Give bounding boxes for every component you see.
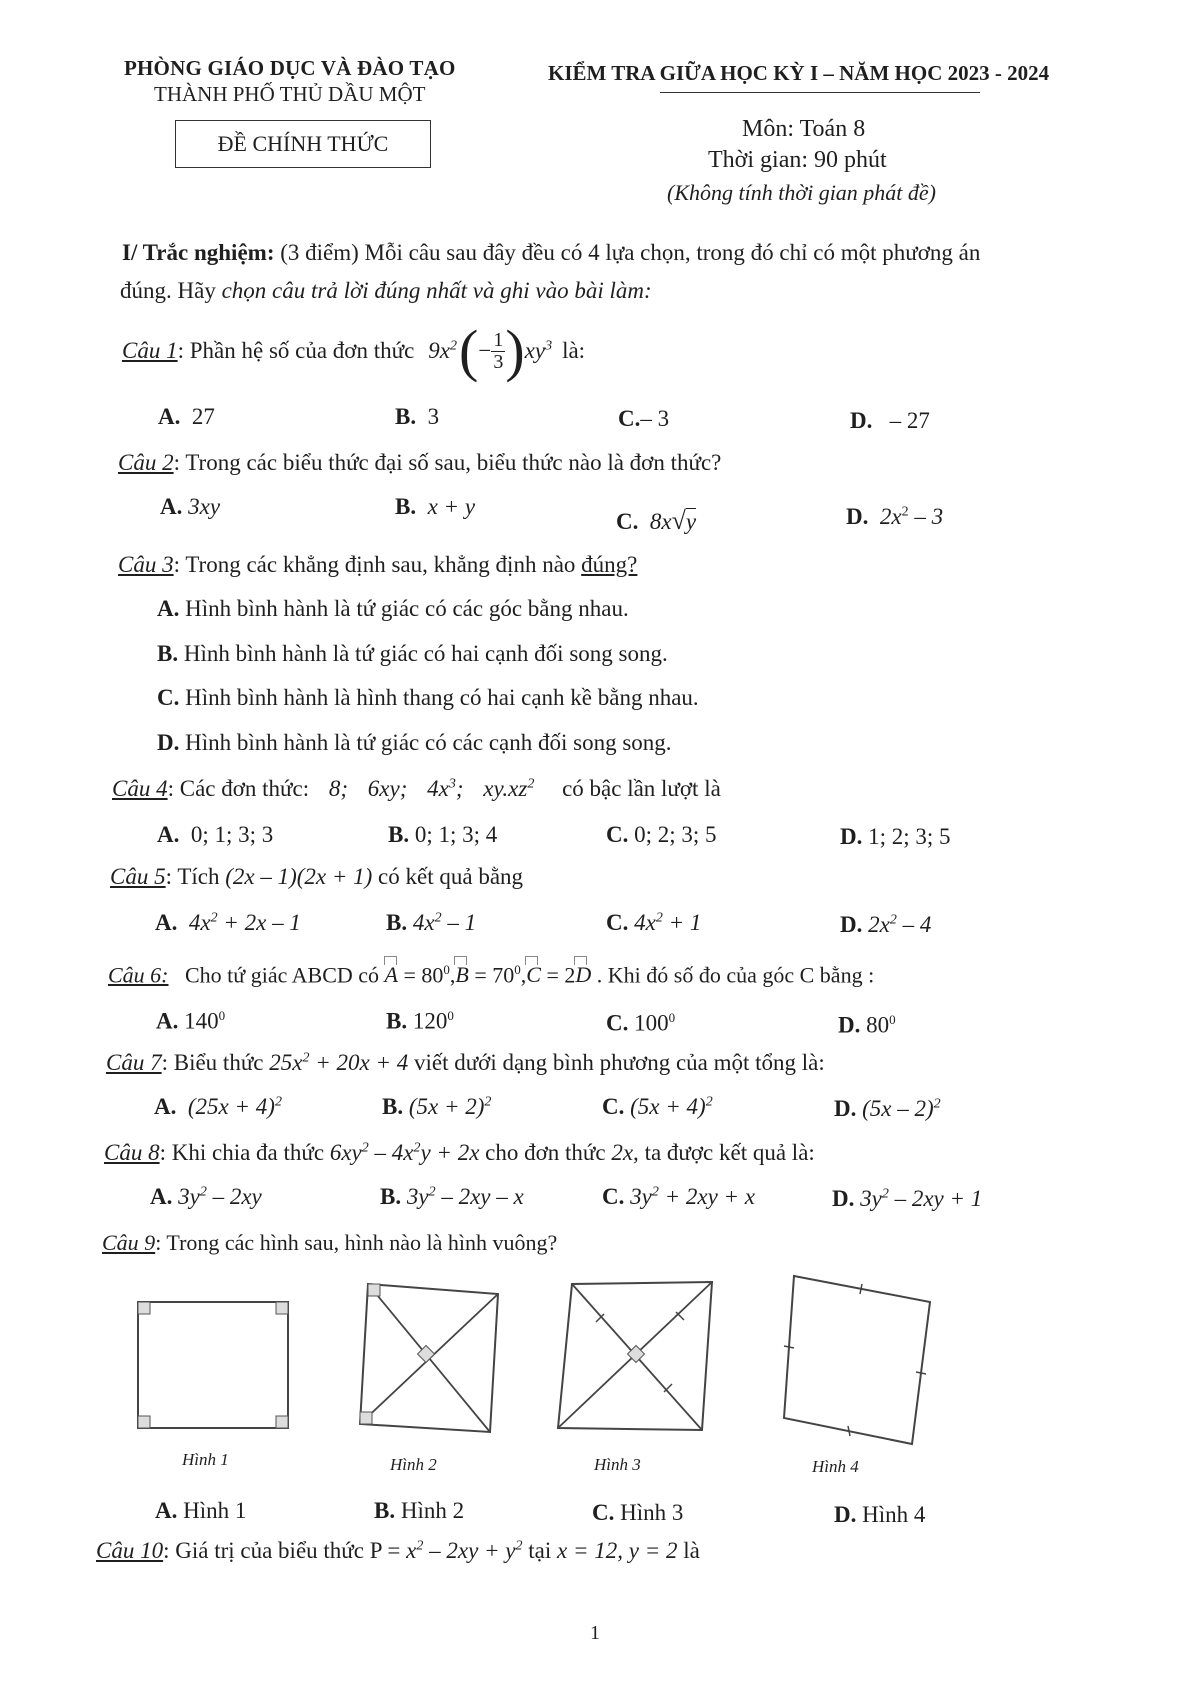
official-label-box — [175, 120, 431, 168]
official-label: ĐỀ CHÍNH THỨC — [217, 131, 389, 156]
q7-expr-a: 25x — [269, 1050, 303, 1075]
q6-opt-a-key: A. — [156, 1008, 179, 1034]
q7-opt-c-val: (5x + 4) — [630, 1094, 706, 1119]
q8-opt-b-key: B. — [380, 1184, 402, 1209]
q6-comma-2: , — [520, 962, 527, 988]
q6-opt-d-key: D. — [838, 1012, 861, 1038]
q3-opt-d-val: Hình bình hành là tứ giác có các cạnh đối song song. — [185, 730, 672, 755]
question-2 — [118, 450, 721, 476]
question-9-text: : Trong các hình sau, hình nào là hình vuông? — [155, 1230, 558, 1255]
q6-comma-1: , — [449, 962, 456, 988]
q7-opt-c-exp: 2 — [705, 1094, 713, 1110]
q5-suffix: có kết quả bằng — [378, 864, 524, 889]
q5-option-d — [840, 912, 931, 938]
q8-opt-d-key: D. — [832, 1186, 855, 1211]
question-3-text: : Trong các khẳng định sau, khẳng định nào — [173, 552, 576, 577]
q7-opt-b-val: (5x + 2) — [408, 1094, 485, 1119]
q5-opt-c-key: C. — [606, 910, 629, 935]
q1-opt-a-val: 27 — [191, 404, 215, 429]
q2-opt-a-val: 3xy — [188, 494, 221, 519]
q1-paren-right: ) — [505, 318, 525, 383]
q8-e1: 2 — [361, 1140, 369, 1156]
figure-3-caption: Hình 3 — [594, 1455, 641, 1474]
department-line-1: PHÒNG GIÁO DỤC VÀ ĐÀO TẠO — [124, 56, 456, 80]
q8-opt-a-key: A. — [150, 1184, 173, 1209]
q6-opt-b-key: B. — [386, 1008, 408, 1034]
q8-option-a — [150, 1184, 262, 1210]
q2-opt-c-val: 8x — [649, 509, 672, 534]
q3-opt-b-key: B. — [157, 641, 179, 666]
q6-opt-d-val: 80 — [866, 1012, 890, 1038]
q8-opt-c-b: + 2xy + x — [658, 1184, 756, 1209]
q4-term-3: 4x — [427, 776, 449, 801]
q10-t1: x — [406, 1538, 417, 1563]
question-9-label: Câu 9 — [102, 1230, 156, 1255]
q8-opt-b-a: 3y — [406, 1184, 429, 1209]
q9-option-c — [592, 1500, 683, 1526]
q1-opt-d-val: – 27 — [889, 408, 930, 433]
question-5-label: Câu 5 — [110, 864, 166, 889]
q6-option-d — [838, 1012, 896, 1039]
q6-a-deg: 0 — [443, 962, 450, 977]
q7-opt-a-val: (25x + 4) — [187, 1094, 275, 1119]
question-8-label: Câu 8 — [104, 1140, 160, 1165]
q2-option-c — [616, 506, 696, 536]
question-9 — [102, 1230, 557, 1256]
question-10-label: Câu 10 — [96, 1538, 164, 1563]
q6-opt-a-deg: 0 — [218, 1008, 226, 1023]
question-5 — [110, 864, 523, 890]
q9-opt-d-key: D. — [834, 1502, 857, 1527]
q3-opt-d-key: D. — [157, 730, 180, 755]
q5-opt-a-key: A. — [155, 910, 178, 935]
figure-2-caption: Hình 2 — [390, 1455, 437, 1474]
department-line-2: THÀNH PHỐ THỦ DẦU MỘT — [154, 82, 426, 106]
q8-p1: 6xy — [329, 1140, 362, 1165]
q5-option-b — [386, 910, 476, 936]
q7-opt-b-exp: 2 — [484, 1094, 492, 1110]
q4-term-3-exp: 3 — [448, 776, 456, 792]
q2-option-b — [395, 494, 475, 520]
q8-opt-c-key: C. — [602, 1184, 625, 1209]
page-number: 1 — [590, 1622, 600, 1644]
q2-opt-a-key: A. — [160, 494, 183, 519]
q5-expr: (2x – 1)(2x + 1) — [225, 864, 373, 889]
q7-opt-d-key: D. — [834, 1096, 857, 1121]
q10-at: tại — [528, 1538, 552, 1563]
q6-opt-c-key: C. — [606, 1010, 629, 1036]
section-intro-line-1 — [122, 240, 980, 266]
q7-opt-d-val: (5x – 2) — [862, 1096, 934, 1121]
q5-opt-a-exp: 2 — [210, 910, 218, 926]
question-1-label: Câu 1 — [122, 338, 178, 363]
q4-option-a — [157, 822, 273, 848]
q8-opt-a-b: – 2xy — [206, 1184, 262, 1209]
duration: Thời gian: 90 phút — [708, 147, 887, 173]
q4-term-4: xy.xz — [483, 776, 528, 801]
q1-minus: − — [478, 338, 492, 363]
q6-option-b — [386, 1008, 454, 1035]
q10-e3: 2 — [515, 1538, 523, 1554]
q9-opt-a-val: Hình 1 — [183, 1498, 247, 1523]
section-intro-a: (3 điểm) Mỗi câu sau đây đều có 4 lựa chọn, trong đó chỉ có một phương án — [280, 240, 981, 265]
q7-option-d — [834, 1096, 941, 1122]
q2-opt-d-exp: 2 — [901, 504, 909, 520]
q1-option-d — [850, 408, 930, 434]
q1-exp3: 3 — [545, 338, 553, 354]
q6-angle-a: A — [384, 962, 398, 988]
q1-frac-den: 3 — [493, 350, 504, 373]
q8-opt-c-a: 3y — [630, 1184, 652, 1209]
question-7-text: : Biểu thức — [161, 1050, 264, 1075]
q2-opt-d-val: 2x — [879, 504, 902, 529]
exam-title: KIỂM TRA GIỮA HỌC KỲ I – NĂM HỌC 2023 - 2024 — [548, 61, 1050, 85]
figure-1-rectangle — [120, 1272, 310, 1442]
q6-opt-c-val: 100 — [634, 1010, 669, 1036]
q5-opt-d-b: – 4 — [896, 912, 932, 937]
q2-opt-d-key: D. — [846, 504, 869, 529]
q4-option-c — [606, 822, 717, 848]
q2-option-d — [846, 504, 943, 530]
q3-opt-a-val: Hình bình hành là tứ giác có các góc bằng nhau. — [185, 596, 629, 621]
question-10-text: : Giá trị của biểu thức — [163, 1538, 364, 1563]
q2-opt-c-root: y — [685, 509, 697, 534]
q6-opt-d-deg: 0 — [889, 1012, 896, 1027]
q4-opt-a-key: A. — [157, 822, 180, 847]
question-4 — [112, 776, 721, 802]
q7-opt-d-exp: 2 — [933, 1096, 941, 1112]
question-1 — [122, 318, 586, 383]
q5-opt-d-exp: 2 — [889, 912, 897, 928]
q10-p: P = — [369, 1538, 401, 1563]
question-6 — [108, 962, 874, 988]
section-intro-b: đúng. Hãy — [120, 278, 216, 303]
q4-suffix: có bậc lần lượt là — [562, 776, 721, 801]
q5-option-a — [155, 910, 301, 936]
q5-opt-b-key: B. — [386, 910, 408, 935]
q1-coef: 9x — [428, 338, 451, 363]
q4-opt-b-val: 0; 1; 3; 4 — [414, 822, 498, 847]
q7-opt-b-key: B. — [382, 1094, 404, 1119]
q7-option-a — [154, 1094, 282, 1120]
q1-opt-c-key: C. — [618, 406, 641, 431]
question-2-label: Câu 2 — [118, 450, 174, 475]
figure-4-caption: Hình 4 — [812, 1457, 859, 1476]
q9-option-d — [834, 1502, 925, 1528]
q9-option-b — [374, 1498, 464, 1524]
q10-t3: y — [505, 1538, 516, 1563]
q4-opt-d-key: D. — [840, 824, 863, 849]
q2-opt-d-tail: – 3 — [908, 504, 944, 529]
question-3-emph: đúng? — [581, 552, 638, 577]
q1-option-b — [395, 404, 439, 430]
q4-term-4-exp: 2 — [527, 776, 535, 792]
q8-opt-a-exp: 2 — [199, 1184, 207, 1200]
question-7-label: Câu 7 — [106, 1050, 162, 1075]
q5-opt-c-b: + 1 — [662, 910, 702, 935]
question-1-text: : Phần hệ số của đơn thức — [177, 338, 415, 363]
q4-option-d — [840, 824, 951, 850]
q5-opt-c-exp: 2 — [655, 910, 663, 926]
question-2-text: : Trong các biểu thức đại số sau, biểu thức nào là đơn thức? — [173, 450, 722, 475]
q1-opt-a-key: A. — [158, 404, 181, 429]
q5-opt-a-a: 4x — [188, 910, 211, 935]
q4-opt-b-key: B. — [388, 822, 410, 847]
q3-option-a — [157, 596, 629, 622]
q8-opt-a-a: 3y — [178, 1184, 200, 1209]
q1-exp2: 2 — [450, 338, 458, 354]
q4-opt-c-key: C. — [606, 822, 629, 847]
q5-opt-a-b: + 2x – 1 — [217, 910, 301, 935]
q6-a-val: = 80 — [397, 962, 444, 988]
q6-b-val: = 70 — [468, 962, 515, 988]
q7-expr-b: + 20x + 4 — [309, 1050, 409, 1075]
q3-option-d — [157, 730, 672, 756]
q1-xy: xy — [524, 338, 546, 363]
q3-opt-c-val: Hình bình hành là hình thang có hai cạnh kề bằng nhau. — [185, 685, 699, 710]
q8-option-d — [832, 1186, 982, 1212]
q1-opt-b-key: B. — [395, 404, 417, 429]
q8-mid: cho đơn thức — [485, 1140, 606, 1165]
q6-option-a — [156, 1008, 225, 1035]
q3-opt-c-key: C. — [157, 685, 180, 710]
q10-suffix: là — [683, 1538, 700, 1563]
q8-opt-d-b: – 2xy + 1 — [888, 1186, 983, 1211]
question-6-label: Câu 6: — [108, 962, 169, 988]
q1-opt-d-key: D. — [850, 408, 873, 433]
q1-opt-c-val: – 3 — [640, 406, 670, 431]
q6-b-deg: 0 — [514, 962, 521, 977]
q8-p2: – 4x — [368, 1140, 414, 1165]
q8-option-b — [380, 1184, 524, 1210]
figure-1-caption: Hình 1 — [182, 1450, 229, 1469]
section-title: I/ Trắc nghiệm: — [122, 240, 275, 265]
subject: Môn: Toán 8 — [742, 116, 866, 142]
q8-div: 2x, — [611, 1140, 639, 1165]
q4-option-b — [388, 822, 497, 848]
question-4-label: Câu 4 — [112, 776, 168, 801]
q4-term-3-sep: ; — [455, 776, 464, 801]
q1-option-c — [618, 406, 669, 432]
question-4-text: : Các đơn thức: — [167, 776, 310, 801]
question-8-text: : Khi chia đa thức — [159, 1140, 325, 1165]
q8-opt-c-exp: 2 — [651, 1184, 659, 1200]
q8-opt-b-b: – 2xy – x — [435, 1184, 524, 1209]
q7-opt-a-exp: 2 — [274, 1094, 282, 1110]
q7-opt-c-key: C. — [602, 1094, 625, 1119]
q6-opt-b-val: 120 — [412, 1008, 448, 1034]
question-3 — [118, 552, 637, 578]
exam-title-underline — [660, 92, 980, 93]
q9-opt-b-key: B. — [374, 1498, 396, 1523]
q2-sqrt-sign: √ — [671, 506, 686, 535]
q9-opt-c-val: Hình 3 — [620, 1500, 684, 1525]
q3-option-b — [157, 641, 668, 667]
q7-expr-exp: 2 — [302, 1050, 310, 1066]
q2-opt-c-key: C. — [616, 509, 639, 534]
section-intro-c: chọn câu trả lời đúng nhất và ghi vào bài làm: — [221, 278, 652, 303]
figure-2-quadrilateral — [350, 1272, 510, 1442]
q1-paren-left: ( — [459, 318, 479, 383]
q6-option-c — [606, 1010, 675, 1037]
q9-opt-a-key: A. — [155, 1498, 178, 1523]
q8-e2: 2 — [413, 1140, 421, 1156]
q9-opt-d-val: Hình 4 — [862, 1502, 926, 1527]
q9-opt-c-key: C. — [592, 1500, 615, 1525]
figure-4-quadrilateral — [770, 1268, 940, 1448]
duration-note: (Không tính thời gian phát đề) — [667, 180, 937, 205]
q5-option-c — [606, 910, 701, 936]
q6-suffix: . Khi đó số đo của góc C bằng : — [596, 962, 875, 988]
q1-suffix: là: — [562, 338, 586, 363]
q7-option-b — [382, 1094, 491, 1120]
q4-term-2: 6xy; — [367, 776, 408, 801]
q7-option-c — [602, 1094, 713, 1120]
q9-option-a — [155, 1498, 246, 1524]
q8-suffix: ta được kết quả là: — [644, 1140, 815, 1165]
q5-opt-c-a: 4x — [634, 910, 656, 935]
q10-vals: x = 12, y = 2 — [557, 1538, 678, 1563]
q6-eq: = 2 — [540, 962, 576, 988]
question-6-text: Cho tứ giác ABCD có — [185, 962, 380, 988]
q1-fraction — [491, 330, 505, 373]
section-intro-line-2 — [120, 278, 652, 304]
q5-opt-d-key: D. — [840, 912, 863, 937]
q7-opt-a-key: A. — [154, 1094, 177, 1119]
q8-opt-d-exp: 2 — [881, 1186, 889, 1202]
q8-opt-d-a: 3y — [860, 1186, 882, 1211]
q4-term-1: 8; — [328, 776, 349, 801]
q3-opt-b-val: Hình bình hành là tứ giác có hai cạnh đối song song. — [183, 641, 668, 666]
q6-opt-c-deg: 0 — [668, 1010, 676, 1025]
q4-opt-c-val: 0; 2; 3; 5 — [634, 822, 717, 847]
q2-option-a — [160, 494, 220, 520]
q8-option-c — [602, 1184, 755, 1210]
q9-opt-b-val: Hình 2 — [400, 1498, 465, 1523]
q3-option-c — [157, 685, 699, 711]
q1-frac-num: 1 — [493, 328, 504, 351]
q6-opt-b-deg: 0 — [447, 1008, 454, 1023]
q6-opt-a-val: 140 — [184, 1008, 219, 1034]
q8-opt-b-exp: 2 — [428, 1184, 436, 1200]
q6-angle-d: D — [575, 962, 592, 988]
q3-opt-a-key: A. — [157, 596, 180, 621]
question-3-label: Câu 3 — [118, 552, 174, 577]
q5-opt-b-b: – 1 — [441, 910, 477, 935]
q2-opt-b-key: B. — [395, 494, 417, 519]
q7-suffix: viết dưới dạng bình phương của một tổng là: — [413, 1050, 825, 1075]
q5-opt-b-exp: 2 — [434, 910, 442, 926]
q5-opt-d-a: 2x — [868, 912, 890, 937]
q2-opt-b-val: x + y — [427, 494, 476, 519]
q5-opt-b-a: 4x — [412, 910, 435, 935]
question-8 — [104, 1140, 815, 1166]
q6-angle-b: B — [455, 962, 469, 988]
question-10 — [96, 1538, 700, 1564]
q1-opt-b-val: 3 — [427, 404, 440, 429]
q8-p3: y + 2x — [420, 1140, 480, 1165]
q1-option-a — [158, 404, 215, 430]
q10-e1: 2 — [416, 1538, 424, 1554]
figure-3-quadrilateral — [552, 1272, 722, 1442]
q10-t2: – 2xy + — [423, 1538, 500, 1563]
q6-angle-c: C — [526, 962, 541, 988]
q4-opt-a-val: 0; 1; 3; 3 — [190, 822, 274, 847]
question-7 — [106, 1050, 825, 1076]
question-5-text: : Tích — [165, 864, 220, 889]
q4-opt-d-val: 1; 2; 3; 5 — [868, 824, 951, 849]
